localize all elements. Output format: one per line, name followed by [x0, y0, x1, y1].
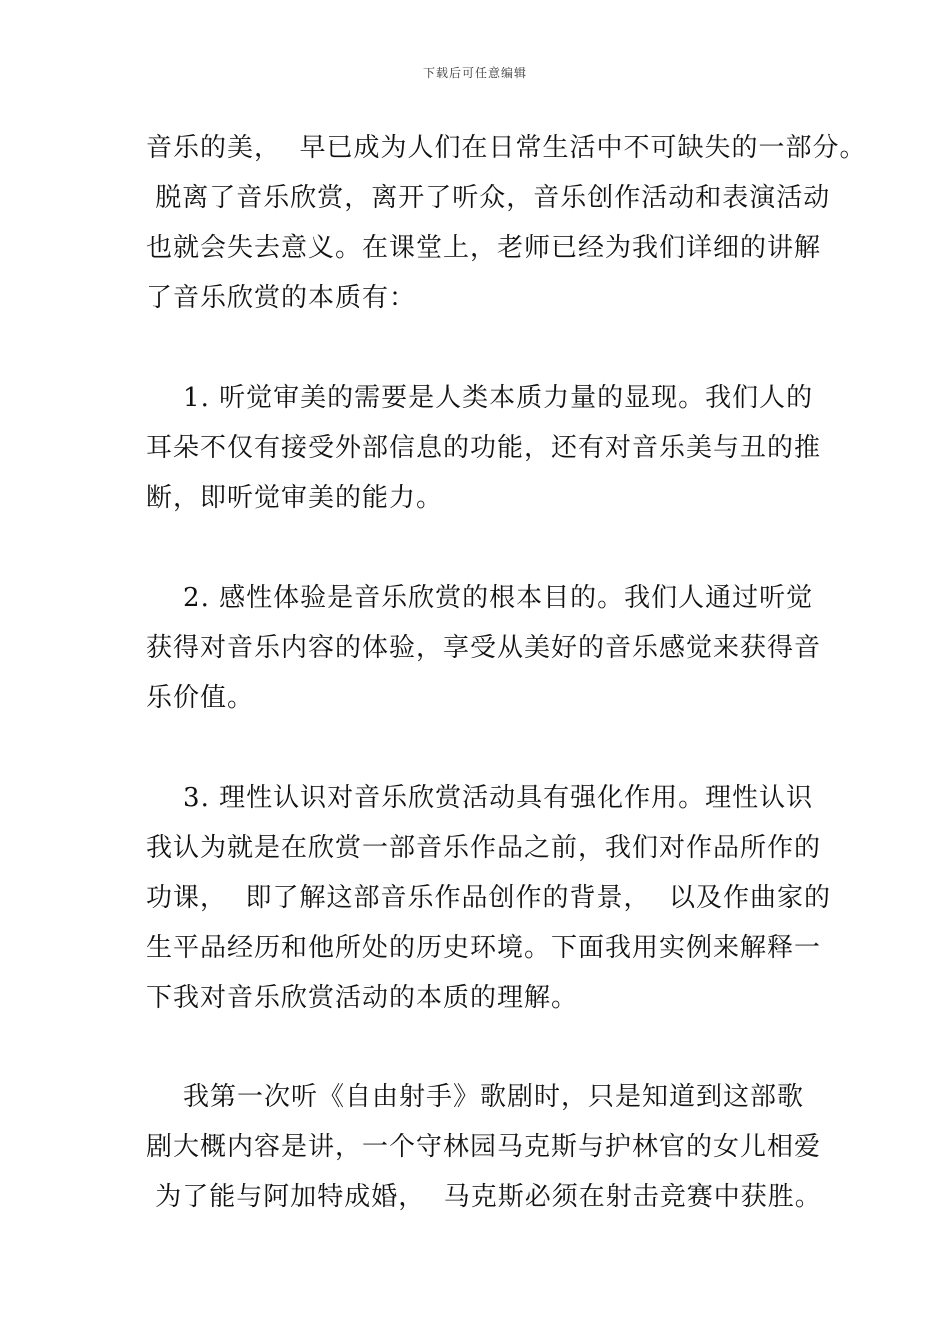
text-line: 音乐的美， 早已成为人们在日常生活中不可缺失的一部分。 — [146, 133, 867, 163]
text-line: 断，即听觉审美的能力。 — [146, 483, 444, 513]
text-line: 了音乐欣赏的本质有： — [146, 283, 417, 313]
text-line: 生平品经历和他所处的历史环境。下面我用实例来解释一 — [146, 933, 822, 963]
text-line: 为了能与阿加特成婚， 马克斯必须在射击竞赛中获胜。 — [146, 1182, 822, 1212]
text-line: 3. 理性认识对音乐欣赏活动具有强化作用。理性认识 — [146, 783, 814, 813]
paragraph-intro — [146, 123, 867, 323]
text-line: 2. 感性体验是音乐欣赏的根本目的。我们人通过听觉 — [146, 583, 814, 613]
paragraph-opera — [146, 1072, 826, 1222]
text-line: 耳朵不仅有接受外部信息的功能，还有对音乐美与丑的推 — [146, 433, 822, 463]
text-line: 脱离了音乐欣赏，离开了听众，音乐创作活动和表演活动 — [146, 183, 831, 213]
text-line: 1. 听觉审美的需要是人类本质力量的显现。我们人的 — [146, 383, 814, 413]
text-line: 我认为就是在欣赏一部音乐作品之前，我们对作品所作的 — [146, 833, 822, 863]
paragraph-point-3 — [146, 773, 832, 1023]
page-header: 下载后可任意编辑 — [422, 66, 527, 80]
paragraph-point-1 — [146, 373, 826, 523]
text-line: 下我对音乐欣赏活动的本质的理解。 — [146, 983, 579, 1013]
paragraph-point-2 — [146, 573, 826, 723]
text-line: 乐价值。 — [146, 683, 255, 713]
text-line: 剧大概内容是讲，一个守林园马克斯与护林官的女儿相爱 — [146, 1132, 822, 1162]
text-line: 功课， 即了解这部音乐作品创作的背景， 以及作曲家的 — [146, 883, 832, 913]
text-line: 也就会失去意义。在课堂上，老师已经为我们详细的讲解 — [146, 233, 822, 263]
text-line: 获得对音乐内容的体验，享受从美好的音乐感觉来获得音 — [146, 633, 822, 663]
text-line: 我第一次听《自由射手》歌剧时，只是知道到这部歌 — [146, 1082, 805, 1112]
